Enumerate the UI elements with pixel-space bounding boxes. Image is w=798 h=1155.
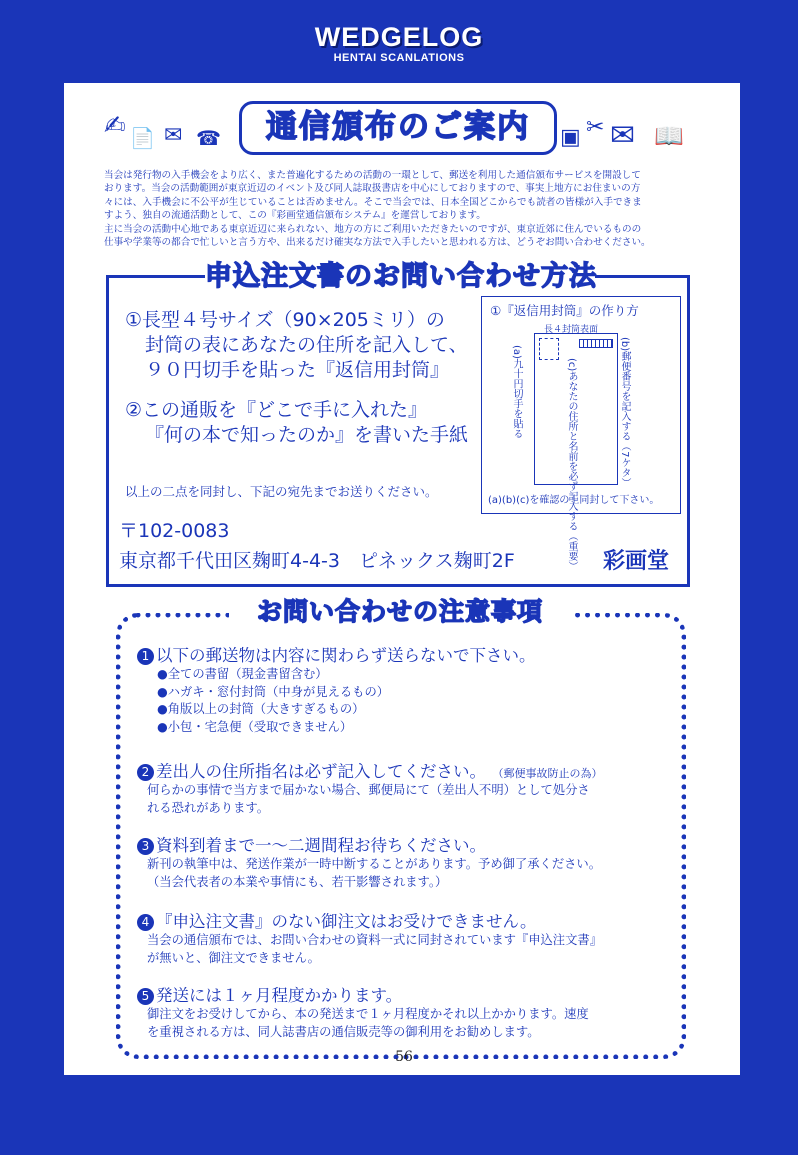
- caution-item-title: 3 資料到着まで一～二週間程お待ちください。: [137, 832, 601, 856]
- order-item-line: ①長型４号サイズ（90×205ミリ）の: [125, 309, 445, 331]
- logo-subtitle: HENTAI SCANLATIONS: [333, 52, 465, 64]
- intro-line: おります。当会の活動範囲が東京近辺のイベント及び同人誌取扱書店を中心にしておりますので、事実上地方にお住まいの方: [104, 183, 641, 195]
- order-item-line: 『何の本で知ったのか』を書いた手紙: [145, 424, 469, 446]
- mailbox-icon: ☎: [196, 126, 221, 150]
- caution-bullet: ●全ての書留（現金書留含む）: [157, 667, 328, 681]
- envelope-bottom-note: (a)(b)(c)を確認の上同封して下さい。: [488, 495, 660, 506]
- intro-line: すよう、独自の流通活動として、この『彩画堂通信頒布システム』を運営しております。: [104, 210, 486, 222]
- caution-item-4: [137, 908, 602, 967]
- envelope-scissors-icon: ✂: [586, 115, 605, 140]
- writing-hand-icon: ✍: [104, 111, 126, 141]
- envelope-label-b: (b)郵便番号を記入する（7ケタ）: [619, 337, 630, 488]
- page-number: 56: [395, 1049, 413, 1065]
- caution-item-3: [137, 832, 601, 891]
- caution-item-1: [137, 642, 536, 736]
- postcard-icon: ✉: [164, 123, 183, 148]
- mail-envelope-icon: ✉: [610, 118, 636, 153]
- caution-body-line: を重視される方は、同人誌書店の通信販売等の御利用をお勧めします。: [147, 1024, 540, 1039]
- envelope-label-a: (a)九十円切手を貼る: [511, 345, 522, 439]
- caution-bullet: ●小包・宅急便（受取できません）: [157, 719, 353, 734]
- order-section: [106, 261, 690, 587]
- book-icon: 📖: [654, 122, 684, 150]
- intro-text: [104, 169, 704, 249]
- order-item-line: ９０円切手を貼った『返信用封筒』: [145, 359, 450, 381]
- mailing-address: 東京都千代田区麹町4-4-3 ピネックス麹町2F: [119, 550, 515, 572]
- caution-item-title: 4 『申込注文書』のない御注文はお受けできません。: [137, 908, 602, 932]
- caution-item-5: [137, 982, 589, 1041]
- caution-body-line: 御注文をお受けしてから、本の発送まで１ヶ月程度かそれ以上かかります。速度: [147, 1007, 589, 1021]
- intro-line: 仕事や学業等の都合で忙しいと言う方や、出来るだけ確実な方法で入手したいと思われる方は、どうぞお問い合わせください。: [104, 237, 651, 249]
- parcel-icon: ▣: [560, 125, 581, 150]
- postal-code: 〒102-0083: [119, 520, 230, 542]
- caution-body-line: 何らかの事情で当方まで届かない場合、郵便局にて（差出人不明）として処分さ: [147, 783, 590, 797]
- document-icon: 📄: [130, 126, 155, 150]
- intro-line: 当会は発行物の入手機会をより広く、また普遍化するための活動の一環として、郵送を利用した通信頒布サービスを開設して: [104, 170, 641, 181]
- caution-bullet: ●ハガキ・窓付封筒（中身が見えるもの）: [157, 684, 390, 699]
- envelope-diagram: [534, 333, 618, 572]
- caution-section: [116, 597, 686, 1059]
- order-item-1: [125, 308, 468, 383]
- caution-body-line: （当会代表者の本業や事情にも、若干影響されます。）: [147, 874, 448, 889]
- caution-body-line: 新刊の執筆中は、発送作業が一時中断することがあります。予め御了承ください。: [147, 857, 602, 871]
- caution-body-line: れる恐れがあります。: [147, 800, 269, 815]
- company-name: 彩画堂: [603, 549, 670, 574]
- caution-item-title: 2 差出人の住所指名は必ず記入してください。 （郵便事故防止の為）: [137, 758, 603, 782]
- page-title: 通信頒布のご案内: [239, 101, 557, 155]
- intro-line: 主に当会の活動中心地である東京近辺に来られない、地方の方にご利用いただきたいのですが、東京近郊に住んでいるものの: [104, 223, 642, 235]
- envelope-guide-title: ①『返信用封筒』の作り方: [490, 303, 639, 318]
- envelope-caption: 長４封筒表面: [544, 325, 599, 335]
- logo-title: WEDGELOG: [314, 22, 484, 52]
- caution-item-title: 1 以下の郵送物は内容に関わらず送らないで下さい。: [137, 642, 536, 666]
- order-banner: 申込注文書のお問い合わせ方法: [205, 258, 595, 296]
- caution-body-line: が無いと、御注文できません。: [147, 950, 320, 965]
- order-note: 以上の二点を同封し、下記の宛先までお送りください。: [125, 484, 438, 499]
- page-paper: [64, 83, 740, 1075]
- envelope-label-c: (c)あなたの住所と名前を必ず記入する（重要）: [566, 358, 577, 572]
- stamp-box: [539, 338, 559, 360]
- caution-banner: お問い合わせの注意事項: [229, 594, 571, 630]
- order-item-line: ②この通販を『どこで手に入れた』: [125, 399, 428, 421]
- caution-item-title: 5 発送には１ヶ月程度かかります。: [137, 982, 589, 1006]
- order-item-line: 封筒の表にあなたの住所を記入して、: [145, 334, 468, 356]
- caution-bullet: ●角版以上の封筒（大きすぎるもの）: [157, 702, 365, 716]
- order-item-2: [125, 398, 468, 448]
- postal-code-boxes: [579, 339, 613, 348]
- caution-item-2: [137, 758, 603, 817]
- intro-line: 々には、入手機会に不公平が生じていることは否めません。そこで当会では、日本全国どこからでも読者の皆様が入手できま: [104, 196, 642, 208]
- caution-body-line: 当会の通信頒布では、お問い合わせの資料一式に同封されています『申込注文書』: [147, 933, 602, 947]
